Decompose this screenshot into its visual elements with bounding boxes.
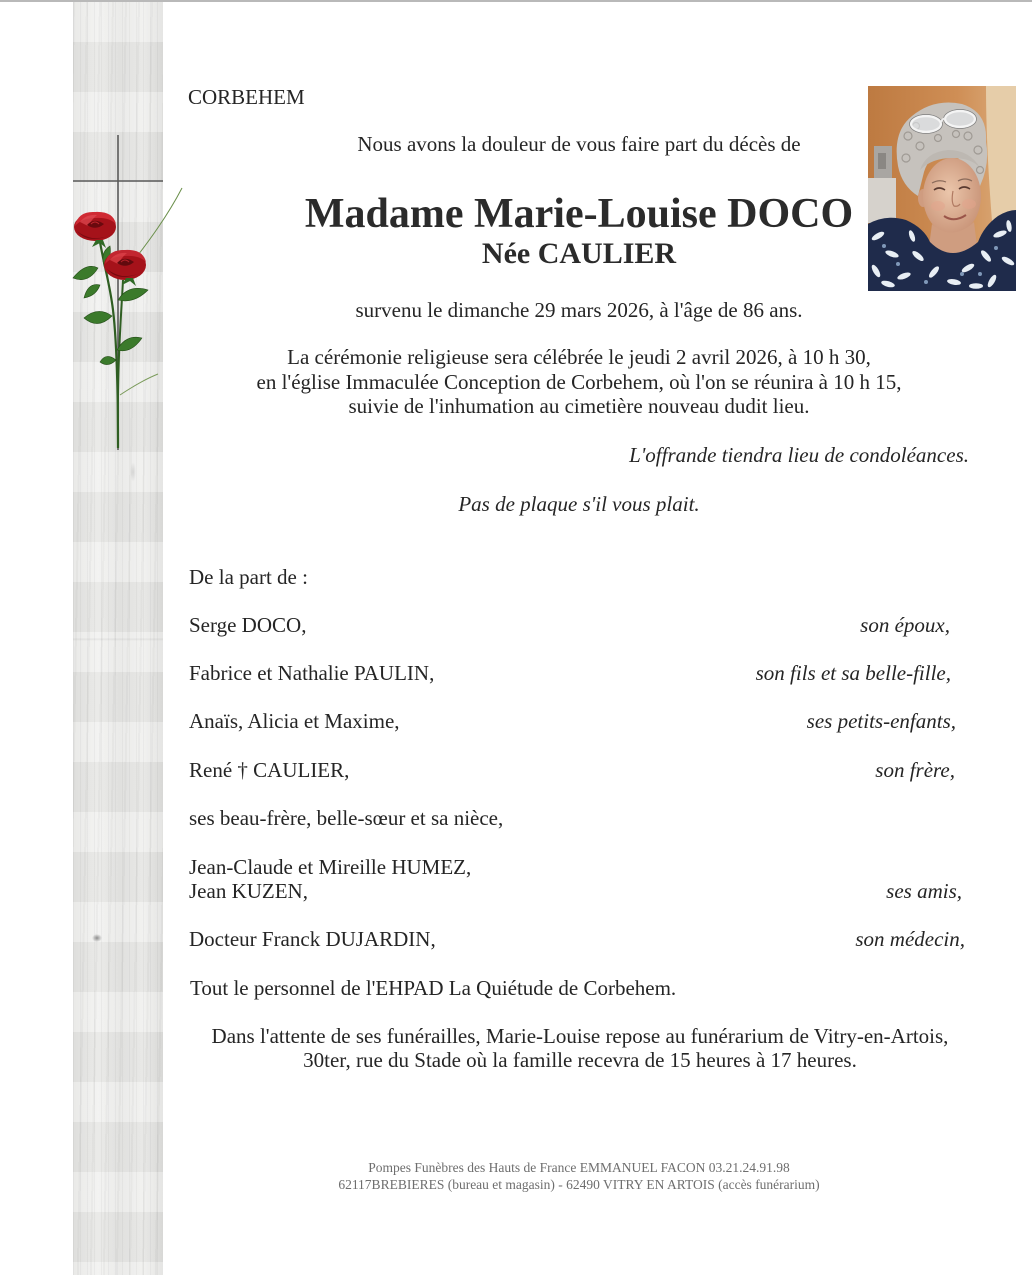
- family-names: [190, 976, 676, 1000]
- announcement-intro: Nous avons la douleur de vous faire part du décès de: [357, 132, 801, 156]
- family-entry: [190, 976, 676, 1000]
- ceremony-paragraph: [188, 345, 970, 419]
- deceased-name: Madame Marie-Louise DOCO: [304, 191, 854, 237]
- family-name-line: Jean KUZEN,: [189, 879, 308, 903]
- rose-icon: [74, 212, 116, 248]
- family-heading: De la part de :: [189, 565, 308, 589]
- no-plaque-note: Pas de plaque s'il vous plait.: [458, 492, 700, 516]
- family-name-line: Anaïs, Alicia et Maxime,: [189, 709, 400, 733]
- visitation-paragraph: [189, 1024, 971, 1072]
- family-entry: [189, 661, 951, 685]
- family-names: [189, 613, 306, 637]
- visitation-line: Dans l'attente de ses funérailles, Marie-Louise repose au funérarium de Vitry-en-Artois,: [211, 1024, 949, 1048]
- maiden-name: Née CAULIER: [481, 237, 677, 270]
- death-statement: survenu le dimanche 29 mars 2026, à l'âge de 86 ans.: [355, 298, 803, 322]
- visitation-line: 30ter, rue du Stade où la famille recevra de 15 heures à 17 heures.: [303, 1048, 857, 1072]
- family-relation: ses petits-enfants,: [806, 709, 956, 733]
- footer-line: Pompes Funèbres des Hauts de France EMMANUEL FACON 03.21.24.91.98: [368, 1160, 790, 1175]
- family-entry: [189, 855, 962, 903]
- family-entry: [189, 709, 956, 733]
- family-entry: [189, 613, 950, 637]
- family-relation: son époux,: [860, 613, 950, 637]
- family-entry: [189, 927, 965, 951]
- rose-icon: [104, 250, 146, 286]
- family-name-line: Fabrice et Nathalie PAULIN,: [189, 661, 435, 685]
- ceremony-line: suivie de l'inhumation au cimetière nouveau dudit lieu.: [348, 394, 810, 418]
- family-entry: [189, 806, 503, 830]
- family-entry: [189, 758, 955, 782]
- cross-and-roses-decoration: [60, 120, 190, 465]
- family-relation: son fils et sa belle-fille,: [755, 661, 951, 685]
- family-names: [189, 806, 503, 830]
- funeral-home-footer: [188, 1159, 970, 1193]
- town-name: CORBEHEM: [188, 85, 305, 109]
- family-names: [189, 927, 436, 951]
- family-name-line: ses beau-frère, belle-sœur et sa nièce,: [189, 806, 504, 830]
- family-name-line: Docteur Franck DUJARDIN,: [189, 927, 436, 951]
- family-names: [189, 758, 349, 782]
- ceremony-line: en l'église Immaculée Conception de Corbehem, où l'on se réunira à 10 h 15,: [256, 369, 902, 394]
- family-names: [189, 709, 400, 733]
- family-names: [189, 661, 434, 685]
- family-name-line: Tout le personnel de l'EHPAD La Quiétude de Corbehem.: [190, 976, 677, 1000]
- family-name-line: René † CAULIER,: [189, 758, 350, 782]
- family-name-line: Serge DOCO,: [189, 613, 307, 637]
- family-relation: son frère,: [875, 758, 955, 782]
- family-relation: ses amis,: [886, 879, 962, 903]
- footer-line: 62117BREBIERES (bureau et magasin) - 62490 VITRY EN ARTOIS (accès funérarium): [338, 1177, 820, 1192]
- ceremony-line: La cérémonie religieuse sera célébrée le jeudi 2 avril 2026, à 10 h 30,: [287, 345, 871, 369]
- family-relation: son médecin,: [855, 927, 965, 951]
- family-names: [189, 855, 471, 903]
- family-name-line: Jean-Claude et Mireille HUMEZ,: [189, 855, 472, 879]
- offering-note: L'offrande tiendra lieu de condoléances.: [629, 443, 969, 467]
